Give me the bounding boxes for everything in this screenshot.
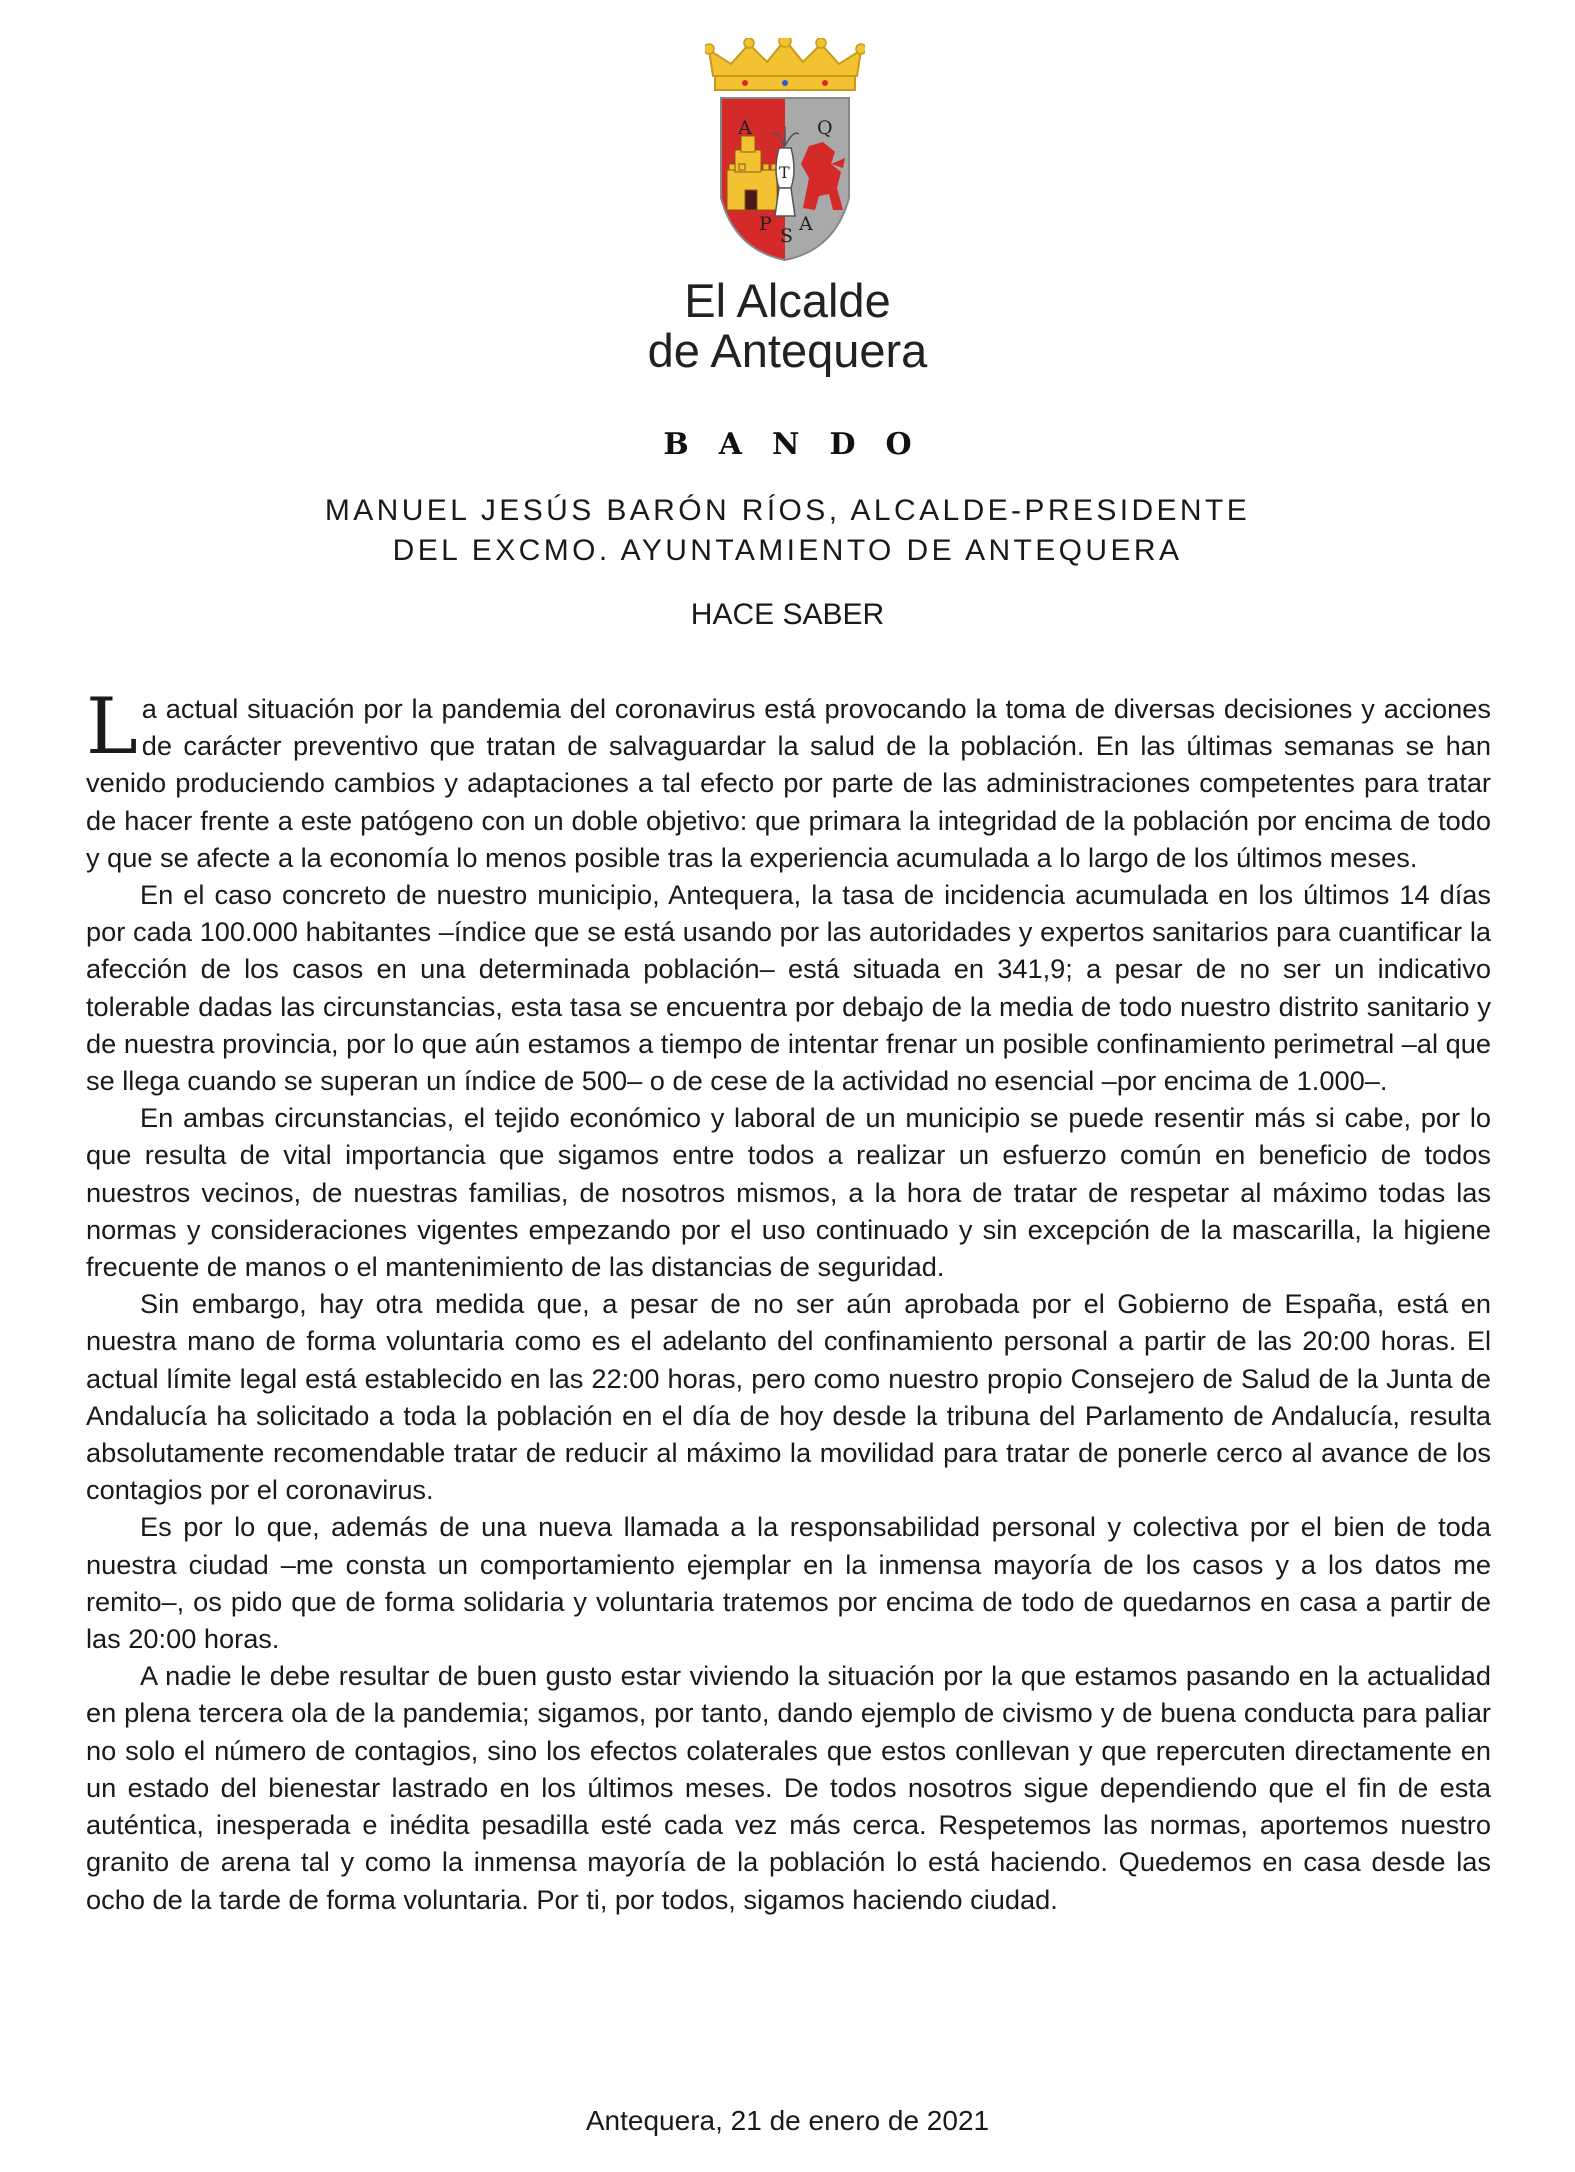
crest-letter: S [780, 225, 794, 247]
crest-letter: A [799, 213, 813, 235]
issuer-subtitle: de Antequera [647, 324, 928, 377]
place-and-date: Antequera, 21 de enero de 2021 [585, 2105, 990, 2136]
mayor-name-line: MANUEL JESÚS BARÓN RÍOS, ALCALDE-PRESIDENTE [324, 494, 1251, 527]
mayor-office-line: DEL EXCMO. AYUNTAMIENTO DE ANTEQUERA [392, 534, 1183, 567]
paragraph: En ambas circunstancias, el tejido económico y laboral de un municipio se puede resentir más si cabe, por lo que resulta de vital importancia que sigamos entre todos a realizar un esfuerzo común en beneficio de todos nuestros vecinos, de nuestras familias, de nosotros mismos, a la hora de tratar de respetar al máximo todas las normas y consideraciones vigentes empezando por el uso continuado y sin excepción de la mascarilla, la higiene frecuente de manos o el mantenimiento de las distancias de seguridad. [86, 1102, 1491, 1283]
hace-saber-heading: HACE SABER [690, 598, 885, 631]
paragraph: A nadie le debe resultar de buen gusto estar viviendo la situación por la que estamos pasando en la actualidad en plena tercera ola de la pandemia; sigamos, por tanto, dando ejemplo de civismo y de buena conducta para paliar no solo el número de contagios, sino los efectos colaterales que estos conllevan y que repercuten directamente en un estado del bienestar lastrado en los últimos meses. De todos nosotros sigue dependiendo que el fin de esta auténtica, inesperada e inédita pesadilla esté cada vez más cerca. Respetemos las normas, aportemos nuestro granito de arena tal y como la inmensa mayoría de la población lo está haciendo. Quedemos en casa desde las ocho de la tarde de forma voluntaria. Por ti, por todos, sigamos haciendo ciudad. [86, 1660, 1491, 1915]
proclamation-body [86, 682, 1491, 1918]
crest-letter: P [759, 213, 772, 235]
paragraph [86, 682, 1491, 876]
coat-of-arms-icon [705, 38, 865, 268]
crest-letter: A [738, 117, 752, 139]
crest-letter: Q [817, 117, 833, 139]
issuer-title: El Alcalde [684, 274, 891, 327]
crown-icon [705, 38, 865, 90]
document-heading: BANDO [663, 427, 942, 462]
crest-letter: T [779, 163, 790, 182]
paragraph: Es por lo que, además de una nueva llamada a la responsabilidad personal y colectiva por el bien de toda nuestra ciudad –me consta un comportamiento ejemplar en la inmensa mayoría de los casos y a los datos me remito–, os pido que de forma solidaria y voluntaria tratemos por encima de todo de quedarnos en casa a partir de las 20:00 horas. [86, 1511, 1491, 1655]
drop-cap: L [86, 682, 138, 772]
paragraph: En el caso concreto de nuestro municipio, Antequera, la tasa de incidencia acumulada en los últimos 14 días por cada 100.000 habitantes –índice que se está usando por las autoridades y expertos sanitarios para cuantificar la afección de los casos en una determinada población– está situada en 341,9; a pesar de no ser un indicativo tolerable dadas las circunstancias, esta tasa se encuentra por debajo de la media de todo nuestro distrito sanitario y de nuestra provincia, por lo que aún estamos a tiempo de intentar frenar un posible confinamiento perimetral –al que se llega cuando se superan un índice de 500– o de cese de la actividad no esencial –por encima de 1.000–. [86, 879, 1491, 1097]
paragraph: Sin embargo, hay otra medida que, a pesar de no ser aún aprobada por el Gobierno de España, está en nuestra mano de forma voluntaria como es el adelanto del confinamiento personal a partir de las 20:00 horas. El actual límite legal está establecido en las 22:00 horas, pero como nuestro propio Consejero de Salud de la Junta de Andalucía ha solicitado a toda la población en el día de hoy desde la tribuna del Parlamento de Andalucía, resulta absolutamente recomendable tratar de reducir al máximo la movilidad para tratar de ponerle cerco al avance de los contagios por el coronavirus. [86, 1288, 1491, 1506]
paragraph-text: a actual situación por la pandemia del coronavirus está provocando la toma de diversas decisiones y acciones de carácter preventivo que tratan de salvaguardar la salud de la población. En las últimas semanas se han venido produciendo cambios y adaptaciones a tal efecto por parte de las administraciones competentes para tratar de hacer frente a este patógeno con un doble objetivo: que primara la integridad de la población por encima de todo y que se afecte a la economía lo menos posible tras la experiencia acumulada a lo largo de los últimos meses. [86, 693, 1491, 873]
